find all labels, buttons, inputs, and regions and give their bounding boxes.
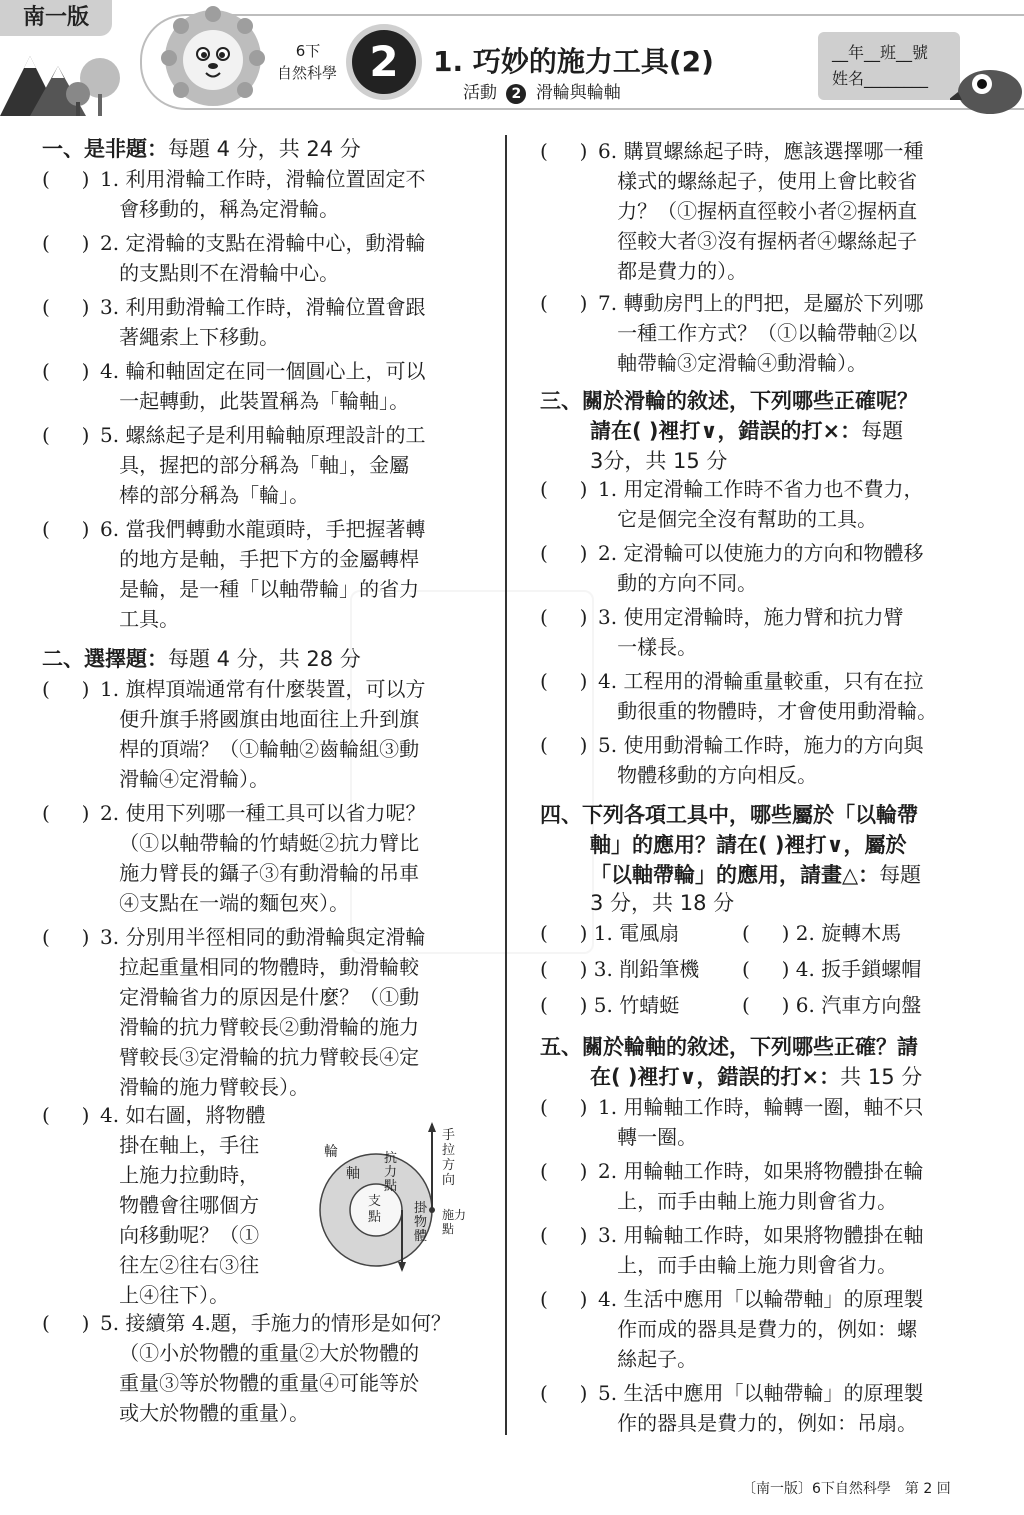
lesson-number-badge: 2 (352, 30, 416, 94)
lion-mascot-icon (160, 6, 266, 110)
diagram-hand-label: 手拉方向 (442, 1128, 456, 1188)
answer-blank[interactable]: ( ) (42, 167, 90, 191)
subject-label: 自然科學 (276, 64, 337, 82)
tool-item-2[interactable]: ( ) 2. 旋轉木馬 (742, 921, 902, 945)
section-1-heading: 一、是非題：每題 4 分，共 24 分 (42, 137, 361, 161)
answer-blank[interactable]: ( ) (742, 921, 790, 945)
page-footer: 〔南一版〕6下自然科學 第 2 回 (742, 1481, 951, 1497)
mountains-illustration (0, 36, 140, 116)
answer-blank[interactable]: ( ) (742, 993, 790, 1017)
answer-blank[interactable]: ( ) (42, 677, 90, 701)
edition-tab: 南一版 (0, 0, 112, 36)
pulley-question-4[interactable]: ( ) 4. 工程用的滑輪重量較重，只有在拉 動很重的物體時，才會使用動滑輪。 (540, 666, 1000, 726)
section-5-heading: 五、關於輪軸的敘述，下列哪些正確？請 (540, 1035, 918, 1059)
activity-title: 滑輪與輪軸 (535, 83, 621, 103)
pulley-question-3[interactable]: ( ) 3. 使用定滑輪時，施力臂和抗力臂 一樣長。 (540, 602, 1000, 662)
tool-item-5[interactable]: ( ) 5. 竹蜻蜓 (540, 993, 680, 1017)
answer-blank[interactable]: ( ) (540, 291, 588, 315)
bird-mascot-icon (950, 58, 1024, 116)
answer-blank[interactable]: ( ) (42, 359, 90, 383)
answer-blank[interactable]: ( ) (540, 605, 588, 629)
activity-subtitle (463, 78, 621, 104)
answer-blank[interactable]: ( ) (540, 1159, 588, 1183)
section-3-heading: 三、關於滑輪的敘述，下列哪些正確呢？ (540, 389, 918, 413)
mc-question-6[interactable]: ( ) 6. 購買螺絲起子時，應該選擇哪一種 樣式的螺絲起子，使用上會比較省 力？（①握柄直徑較小者②握柄直 徑較大者③沒有握柄者④螺絲起子 都是費力的）。 (540, 136, 1000, 286)
answer-blank[interactable]: ( ) (742, 957, 790, 981)
section-4-heading: 四、下列各項工具中，哪些屬於「以輪帶 (540, 803, 918, 827)
diagram-resistance-label: 抗力點 (384, 1151, 398, 1194)
answer-blank[interactable]: ( ) (540, 541, 588, 565)
answer-blank[interactable]: ( ) (540, 1287, 588, 1311)
answer-blank[interactable]: ( ) (42, 1103, 90, 1127)
answer-blank[interactable]: ( ) (42, 423, 90, 447)
answer-blank[interactable]: ( ) (42, 517, 90, 541)
section-5-instructions: 在( )裡打∨，錯誤的打×：共 15 分 (590, 1065, 923, 1089)
page-header (0, 0, 1024, 118)
answer-blank[interactable]: ( ) (540, 1381, 588, 1405)
diagram-fulcrum-label: 支點 (368, 1194, 382, 1225)
answer-blank[interactable]: ( ) (42, 801, 90, 825)
wheel-axle-question-1[interactable]: ( ) 1. 用輪軸工作時，輪轉一圈，軸不只 轉一圈。 (540, 1092, 1000, 1152)
tool-item-1[interactable]: ( ) 1. 電風扇 (540, 921, 680, 945)
section-4-instructions-2: 「以軸帶輪」的應用，請畫△：每題 (590, 863, 922, 887)
diagram-axle-label: 軸 (346, 1166, 360, 1182)
wheel-axle-diagram (318, 1120, 488, 1280)
section-3-points: 3分，共 15 分 (590, 449, 728, 473)
answer-blank[interactable]: ( ) (540, 1223, 588, 1247)
section-4-points: 3 分，共 18 分 (590, 891, 735, 915)
answer-blank[interactable]: ( ) (540, 921, 588, 945)
column-divider (505, 135, 507, 1435)
mc-question-3[interactable]: ( ) 3. 分別用半徑相同的動滑輪與定滑輪 拉起重量相同的物體時，動滑輪較 定滑輪省力的原因是什麼？（①動 滑輪的抗力臂較長②動滑輪的施力 臂較長③定滑輪的抗力臂較長④定 滑輪的施力臂較長）。 (42, 922, 502, 1102)
answer-blank[interactable]: ( ) (42, 295, 90, 319)
tf-question-1[interactable]: ( ) 1. 利用滑輪工作時，滑輪位置固定不 會移動的，稱為定滑輪。 (42, 164, 502, 224)
grade-label: 6下 (295, 42, 321, 60)
section-4-instructions-1: 軸」的應用？請在( )裡打∨，屬於 (590, 833, 907, 857)
answer-blank[interactable]: ( ) (540, 993, 588, 1017)
wheel-axle-question-2[interactable]: ( ) 2. 用輪軸工作時，如果將物體掛在輪 上，而手由軸上施力則會省力。 (540, 1156, 1000, 1216)
mc-question-4[interactable]: ( ) 4. 如右圖，將物體 掛在軸上，手往 上施力拉動時， 物體會往哪個方 向移動呢？（① 往左②往右③往 上④往下）。 (42, 1100, 312, 1310)
mc-question-1[interactable]: ( ) 1. 旗桿頂端通常有什麼裝置，可以方 便升旗手將國旗由地面往上升到旗 桿的頂端？（①輪軸②齒輪組③動 滑輪④定滑輪）。 (42, 674, 502, 794)
section-3-instructions: 請在( )裡打∨，錯誤的打×：每題 (590, 419, 904, 443)
tf-question-3[interactable]: ( ) 3. 利用動滑輪工作時，滑輪位置會跟 著繩索上下移動。 (42, 292, 502, 352)
tool-item-3[interactable]: ( ) 3. 削鉛筆機 (540, 957, 700, 981)
wheel-axle-question-4[interactable]: ( ) 4. 生活中應用「以輪帶軸」的原理製 作而成的器具是費力的，例如：螺 絲起子。 (540, 1284, 1000, 1374)
mc-question-7[interactable]: ( ) 7. 轉動房門上的門把，是屬於下列哪 一種工作方式？（①以輪帶軸②以 軸帶輪③定滑輪④動滑輪）。 (540, 288, 1000, 378)
wheel-axle-question-3[interactable]: ( ) 3. 用輪軸工作時，如果將物體掛在軸 上，而手由輪上施力則會省力。 (540, 1220, 1000, 1280)
tf-question-4[interactable]: ( ) 4. 輪和軸固定在同一個圓心上，可以 一起轉動，此裝置稱為「輪軸」。 (42, 356, 502, 416)
answer-blank[interactable]: ( ) (540, 139, 588, 163)
section-2-heading: 二、選擇題：每題 4 分，共 28 分 (42, 647, 361, 671)
answer-blank[interactable]: ( ) (42, 925, 90, 949)
activity-label: 活動 (463, 83, 497, 103)
tf-question-5[interactable]: ( ) 5. 螺絲起子是利用輪軸原理設計的工 具，握把的部分稱為「軸」，金屬 棒的部分稱為「輪」。 (42, 420, 502, 510)
answer-blank[interactable]: ( ) (42, 231, 90, 255)
activity-number-badge: 2 (506, 84, 526, 104)
answer-blank[interactable]: ( ) (540, 669, 588, 693)
answer-blank[interactable]: ( ) (540, 733, 588, 757)
diagram-object-label: 掛物體 (414, 1201, 428, 1244)
mc-question-2[interactable]: ( ) 2. 使用下列哪一種工具可以省力呢？ （①以軸帶輪的竹蜻蜓②抗力臂比 施力臂長的鑷子③有動滑輪的吊車 ④支點在一端的麵包夾）。 (42, 798, 502, 918)
page-title: 1. 巧妙的施力工具(2) (433, 45, 714, 78)
pulley-question-1[interactable]: ( ) 1. 用定滑輪工作時不省力也不費力， 它是個完全沒有幫助的工具。 (540, 474, 1000, 534)
tool-item-6[interactable]: ( ) 6. 汽車方向盤 (742, 993, 922, 1017)
mc-question-5[interactable]: ( ) 5. 接續第 4.題，手施力的情形是如何？ （①小於物體的重量②大於物體的 重量③等於物體的重量④可能等於 或大於物體的重量）。 (42, 1308, 502, 1428)
class-number-field[interactable]: __年__班__號 (832, 43, 929, 62)
student-name-field[interactable]: 姓名________ (832, 69, 929, 88)
diagram-effort-label: 施力點 (442, 1208, 467, 1236)
pulley-question-5[interactable]: ( ) 5. 使用動滑輪工作時，施力的方向與 物體移動的方向相反。 (540, 730, 1000, 790)
diagram-wheel-label: 輪 (324, 1144, 338, 1160)
answer-blank[interactable]: ( ) (540, 1095, 588, 1119)
answer-blank[interactable]: ( ) (540, 957, 588, 981)
answer-blank[interactable]: ( ) (540, 477, 588, 501)
tf-question-2[interactable]: ( ) 2. 定滑輪的支點在滑輪中心，動滑輪 的支點則不在滑輪中心。 (42, 228, 502, 288)
tool-item-4[interactable]: ( ) 4. 扳手鎖螺帽 (742, 957, 922, 981)
tf-question-6[interactable]: ( ) 6. 當我們轉動水龍頭時，手把握著轉 的地方是軸，手把下方的金屬轉桿 是輪，是一種「以軸帶輪」的省力 工具。 (42, 514, 502, 634)
pulley-question-2[interactable]: ( ) 2. 定滑輪可以使施力的方向和物體移 動的方向不同。 (540, 538, 1000, 598)
wheel-axle-question-5[interactable]: ( ) 5. 生活中應用「以軸帶輪」的原理製 作的器具是費力的，例如：吊扇。 (540, 1378, 1000, 1438)
answer-blank[interactable]: ( ) (42, 1311, 90, 1335)
